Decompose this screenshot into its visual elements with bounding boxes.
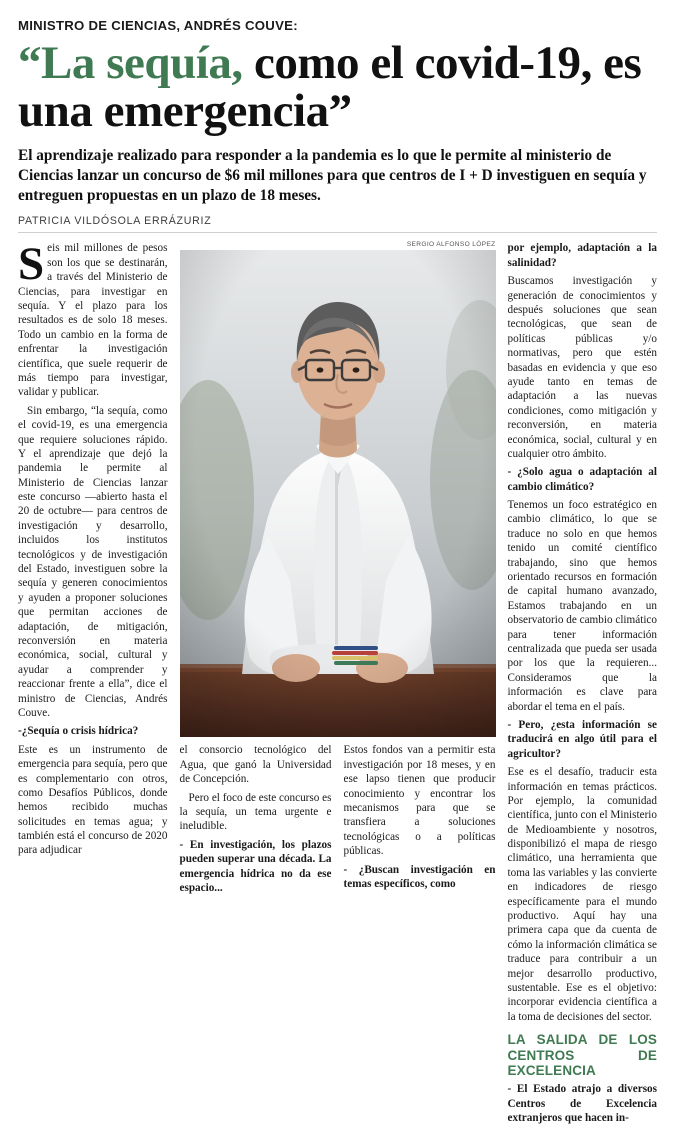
paragraph: Sin embargo, “la sequía, como el covid-19, es una emergencia que requiere soluciones rápido. Y el aprendizaje que dejó la pandemia le permite al Ministerio de Ciencias lanzar este concurso —abierto hasta el 20 de octubre— para centros de investigación y desarrollo, incluidos los institutos tecnológicos y de investigación del Estado, investiguen sobre la sequía y generen conocimientos y ayuden a proponer soluciones que permitan acciones de adaptación, de mitigación, reconversión en materia económica, social, cultural y ayudar a comprender y reaccionar frente a ella”, dice el ministro de Ciencias, Andrés Couve. (18, 404, 168, 719)
article-photo-block (180, 241, 496, 737)
paragraph: Tenemos un foco estratégico en cambio climático, lo que se traduce no solo en que hemos tenido un comité científico trabajando, sino que hemos orientado recursos en formación de capital humano avanzado, Estamos trabajando en un observatorio de cambio climático para tener información centralizada que pueda ser usada por los que la requieren... Consideramos que la información es clave para abordar el tema en el país. (507, 499, 657, 713)
article-column-2 (180, 743, 332, 899)
page-title (18, 39, 657, 136)
paragraph: el consorcio tecnológico del Agua, que ganó la Universidad de Concepción. (179, 744, 332, 786)
article-column-4 (508, 241, 658, 1129)
article-body (18, 238, 657, 1129)
article-byline: PATRICIA VILDÓSOLA ERRÁZURIZ (18, 215, 657, 233)
photo-credit: SERGIO ALFONSO LÓPEZ (406, 241, 496, 249)
interview-question: - ¿Buscan investigación en temas específicos, como (343, 863, 496, 890)
interview-question: - El Estado atrajo a diversos Centros de Excelencia extranjeros que hacen in- (507, 1083, 657, 1125)
article-photo (180, 250, 496, 737)
section-heading: LA SALIDA DE LOS CENTROS DE EXCELENCIA (507, 1032, 657, 1078)
interview-question: -¿Sequía o crisis hídrica? (18, 725, 139, 738)
paragraph: Ese es el desafío, traducir esta información en temas prácticos. Por ejemplo, la comunidad científica, junto con el Ministerio de Medioambiente y nosotros, disponibilizó el mapa de riesgo climático, una herramienta que toma las variables y las convierte en indicadores de riesgo específicamente para el mundo productivo. Aquí hay una primera capa que da cuenta de cómo la información climática se traduce para contribuir a un mejor desarrollo productivo, sustentable. Ese es el objetivo: incorporar evidencia científica a la toma de decisiones del sector. (507, 766, 657, 1023)
article-standfirst: El aprendizaje realizado para responder a la pandemia es lo que le permite al ministerio de Ciencias lanzar un concurso de $6 mil millones para que centros de I + D investiguen en sequía y entreguen propuestas en un plazo de 18 meses. (18, 146, 647, 204)
paragraph: Pero el foco de este concurso es la sequía, un tema urgente e ineludible. (179, 791, 332, 833)
columns-under-photo (180, 743, 496, 899)
interview-question: - ¿Solo agua o adaptación al cambio climático? (507, 466, 657, 493)
headline-highlight: “La sequía, (18, 37, 243, 89)
paragraph: Buscamos investigación y generación de conocimientos y después soluciones que sean tecnológicas, que sean de políticas públicas y/o normativas, pero que estén basadas en evidencia y que eso ayude tanto en temas de adaptación a las nuevas condiciones, como mitigación y reconversión, en materia económica, social, cultural y en cualquier otro ámbito. (507, 275, 657, 460)
paragraph: Estos fondos van a permitir esta investigación por 18 meses, y en ese lapso tienen que producir conocimiento y encontrar los mecanismos para que se transfiera a soluciones tecnológicas o a políticas públicas. (343, 744, 496, 858)
article-column-1 (18, 238, 168, 1129)
paragraph: Seis mil millones de pesos son los que se destinarán, a través del Ministerio de Ciencias, para investigar en sequía. Y el plazo para los resultados es de solo 18 meses. Todo un cambio en la forma de enfrentar la investigación científica, que suele requerir de más tiempo para investigar, validar y publicar. (18, 238, 168, 399)
article-column-3 (344, 743, 496, 899)
article-kicker: MINISTRO DE CIENCIAS, ANDRÉS COUVE: (18, 18, 298, 33)
headline-rest: como el covid-19, es una emergencia” (18, 37, 642, 138)
interview-question: - Pero, ¿esta información se traducirá en algo útil para el agricultor? (507, 718, 657, 760)
photo-and-columns (180, 241, 496, 1129)
paragraph: Este es un instrumento de emergencia para sequía, pero que es complementario con otros, como Desafíos Públicos, donde hemos recibido muchas solicitudes en temas agua; y también está el concurso de 2020 para adjudicar (18, 743, 168, 857)
interview-question: - En investigación, los plazos pueden superar una década. La emergencia hídrica no da ese espacio... (179, 838, 332, 894)
interview-question: por ejemplo, adaptación a la salinidad? (507, 242, 657, 269)
